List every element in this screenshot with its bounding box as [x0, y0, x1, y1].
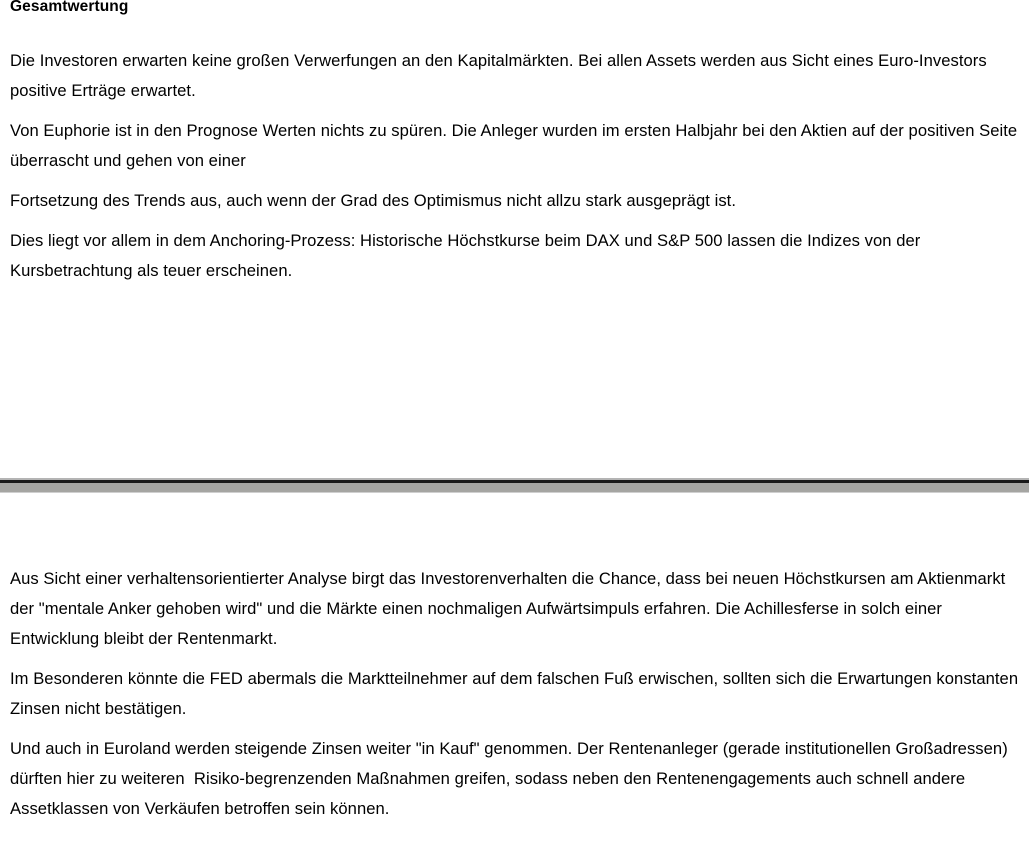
paragraph-1: Die Investoren erwarten keine großen Verwerfungen an den Kapitalmärkten. Bei allen Assets werden aus Sicht eines Euro-Investors positive Erträge erwartet.: [10, 51, 992, 100]
spacer: [10, 176, 1019, 186]
spacer: [10, 216, 1019, 226]
spacer: [10, 106, 1019, 116]
page-break-divider: [0, 478, 1029, 493]
page-title: Gesamtwertung: [10, 0, 129, 15]
spacer: [10, 724, 1019, 734]
spacer: [10, 654, 1019, 664]
document-section-two: [0, 493, 1029, 847]
paragraph-3: Fortsetzung des Trends aus, auch wenn der Grad des Optimismus nicht allzu stark ausgeprägt ist.: [10, 191, 737, 210]
paragraph-5: Aus Sicht einer verhaltensorientierter Analyse birgt das Investorenverhalten die Chance, dass bei neuen Höchstkursen am Aktienmarkt der "mentale Anker gehoben wird" und die Märkte einen nochmaligen Aufwärtsimpuls erfahren. Die Achillesferse in solch einer Entwicklung bleibt der Rentenmarkt.: [10, 569, 1011, 648]
paragraph-6: Im Besonderen könnte die FED abermals die Marktteilnehmer auf dem falschen Fuß erwischen, sollten sich die Erwartungen konstanten Zinsen nicht bestätigen.: [10, 669, 1023, 718]
paragraph-2: Von Euphorie ist in den Prognose Werten nichts zu spüren. Die Anleger wurden im ersten Halbjahr bei den Aktien auf der positiven Seite überrascht und gehen von einer: [10, 121, 1022, 170]
paragraph-4: Dies liegt vor allem in dem Anchoring-Prozess: Historische Höchstkurse beim DAX und S&P 500 lassen die Indizes von der Kursbetrachtung als teuer erscheinen.: [10, 231, 926, 280]
paragraph-7: Und auch in Euroland werden steigende Zinsen weiter "in Kauf" genommen. Der Rentenanleger (gerade institutionellen Großadressen) dürften hier zu weiteren Risiko-begrenzenden Maßnahmen greifen, sodass neben den Rentenengagements auch schnell andere Assetklassen von Verkäufen betroffen sein können.: [10, 739, 1013, 818]
spacer: [10, 493, 1019, 564]
page-break-gray-band: [0, 483, 1029, 492]
spacer: [10, 20, 1019, 46]
